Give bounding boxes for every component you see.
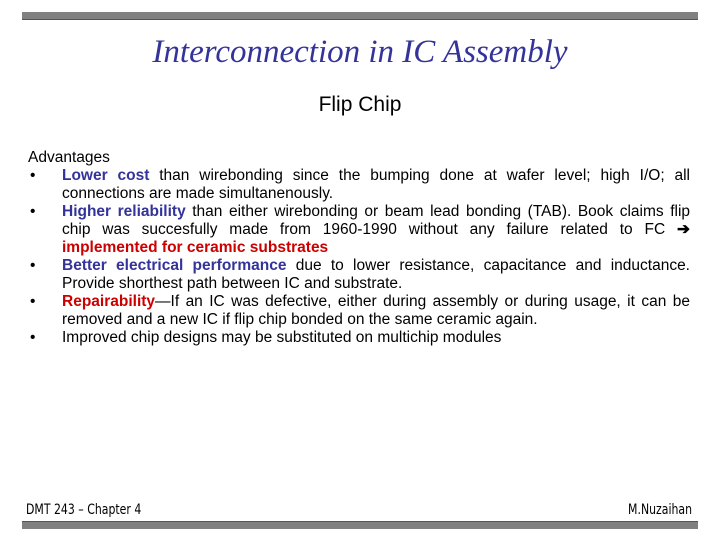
item-highlight: Better electrical performance: [62, 257, 287, 274]
list-item: [28, 293, 690, 329]
item-text: than wirebonding since the bumping done at wafer level; high I/O; all connections are made simultanenously.: [62, 167, 690, 202]
bottom-divider: [22, 521, 698, 529]
item-highlight: Higher reliability: [62, 203, 186, 220]
section-heading: Advantages: [28, 149, 110, 166]
item-text: —If an IC was defective, either during assembly or during usage, it can be removed and a new IC if flip chip bonded on the same ceramic again.: [62, 293, 690, 328]
slide-subtitle: Flip Chip: [318, 93, 402, 116]
list-item: [28, 203, 690, 257]
list-item: [28, 329, 690, 347]
item-text: than either wirebonding or beam lead bonding (TAB). Book claims flip chip was succesfully made from 1960-1990 without any failure related to FC: [62, 203, 691, 238]
list-item: [28, 167, 690, 203]
bullet-icon: •: [30, 203, 36, 220]
slide-title: Interconnection in IC Assembly: [152, 34, 568, 70]
item-emphasis: implemented for ceramic substrates: [62, 239, 329, 256]
list-item: [28, 257, 690, 293]
item-highlight: Lower cost: [62, 167, 150, 184]
advantages-list: [28, 167, 690, 347]
footer-author: M.Nuzaihan: [628, 502, 692, 518]
arrow-right-icon: ➔: [677, 221, 690, 238]
bullet-icon: •: [30, 293, 36, 310]
item-text: Improved chip designs may be substituted on multichip modules: [62, 329, 502, 346]
bullet-icon: •: [30, 329, 36, 346]
slide-body: [28, 149, 690, 347]
footer-course: DMT 243 – Chapter 4: [26, 502, 142, 518]
bullet-icon: •: [30, 257, 36, 274]
item-text: due to lower resistance, capacitance and inductance. Provide shorthest path between IC and substrate.: [62, 257, 690, 292]
item-highlight: Repairability: [62, 293, 156, 310]
bullet-icon: •: [30, 167, 36, 184]
top-divider: [22, 12, 698, 20]
